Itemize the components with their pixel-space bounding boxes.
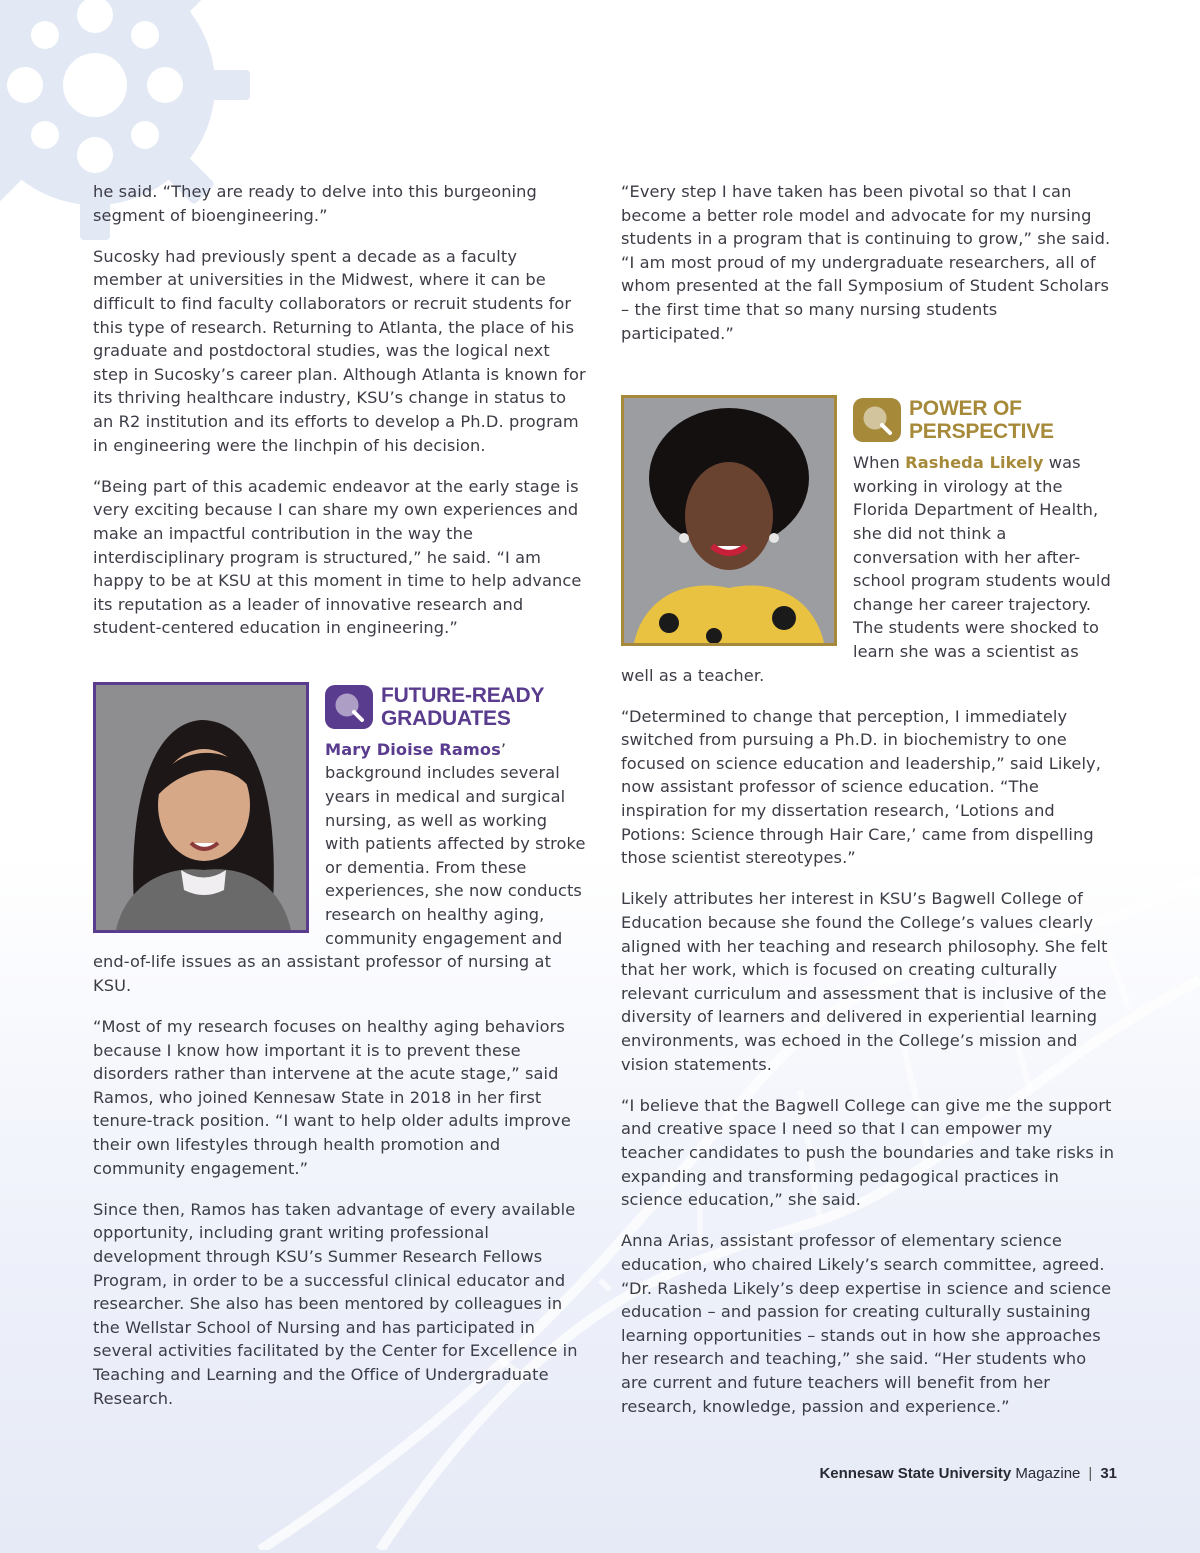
future-ready-heading (325, 684, 587, 730)
right-after-paragraph-1: “Determined to change that perception, I immediately switched from pursuing a Ph.D. in biochemistry to one focused on science education and leadership,” said Likely, now assistant professor of science education. “The inspiration for my dissertation research, ‘Lotions and Potions: Science through Hair Care,’ came from dispelling those scientist stereotypes.” (621, 706, 1101, 868)
ramos-portrait-photo (93, 682, 309, 933)
future-ready-heading-line2: GRADUATES (381, 706, 511, 730)
left-paragraph-1: he said. “They are ready to delve into this burgeoning segment of bioengineering.” (93, 182, 537, 225)
feature-power-of-perspective (621, 395, 1115, 705)
likely-intro-text: was working in virology at the Florida Department of Health, she did not think a conversation with her after-school program students would change her career trajectory. The students were shocked to learn she was a scientist as well as a teacher. (621, 453, 1111, 685)
footer-separator: | (1088, 1465, 1093, 1482)
left-column (93, 180, 587, 1428)
likely-name: Rasheda Likely (905, 453, 1044, 473)
future-ready-badge (325, 685, 373, 729)
likely-portrait-photo (621, 395, 837, 646)
left-paragraph-3: “Being part of this academic endeavor at the early stage is very exciting because I can share my own experiences and make an impactful contribution in the way the interdisciplinary program is structured,” he said. “I am happy to be at KSU at this moment in time to help advance its reputation as a leader of innovative research and student-centered education in engineering.” (93, 476, 582, 638)
ramos-name: Mary Dioise Ramos (325, 739, 501, 759)
left-after-paragraph-1: “Most of my research focuses on healthy aging behaviors because I know how important it is to prevent these disorders rather than intervene at the acute stage,” said Ramos, who joined Kennesaw State in 2018 in her first tenure-track position. “I want to help older adults improve their own lifestyles through health promotion and community engagement.” (93, 1017, 571, 1178)
right-after-paragraph-2: Likely attributes her interest in KSU’s Bagwell College of Education because she found the College’s values clearly aligned with her teaching and research philosophy. She felt that her work, which is focused on creating culturally relevant curriculum and assessment that is inclusive of the diversity of learners and delivered in experiential learning environments, was echoed in the College’s mission and vision statements. (621, 889, 1108, 1074)
future-ready-heading-line1: FUTURE-READY (381, 683, 545, 707)
power-of-perspective-heading-line1: POWER OF (909, 397, 1022, 421)
right-paragraph-1: “Every step I have taken has been pivotal so that I can become a better role model and advocate for my nursing students in a program that is continuing to grow,” she said. “I am most proud of my undergraduate researchers, all of whom presented at the fall Symposium of Student Scholars – the first time that so many nursing students participated.” (621, 182, 1111, 343)
power-of-perspective-badge (853, 398, 901, 442)
page-footer (819, 1465, 1117, 1482)
likely-intro-lead: When (853, 453, 906, 473)
magnifier-icon (861, 404, 893, 436)
power-of-perspective-heading-line2: PERSPECTIVE (909, 420, 1054, 444)
left-paragraph-2: Sucosky had previously spent a decade as a faculty member at universities in the Midwest, where it can be difficult to find faculty collaborators or recruit students for this type of research. Returning to Atlanta, the place of his graduate and postdoctoral studies, was the logical next step in Sucosky’s career plan. Although Atlanta is known for its thriving healthcare industry, KSU’s change in status to an R2 institution and its efforts to develop a Ph.D. program in engineering were the linchpin of his decision. (93, 246, 586, 455)
right-after-paragraph-3: “I believe that the Bagwell College can give me the support and creative space I need so that I can empower my teacher candidates to push the boundaries and take risks in expanding and transforming pedagogical practices in science education,” she said. (621, 1095, 1115, 1210)
ramos-intro-text: ’ background includes several years in medical and surgical nursing, as well as working with patients affected by stroke or dementia. From these experiences, she now conducts research on healthy aging, community engagement and end-of-life issues as an assistant professor of nursing at KSU. (93, 739, 586, 995)
page-number: 31 (1100, 1465, 1117, 1482)
right-column (621, 180, 1115, 1436)
footer-university: Kennesaw State University (819, 1465, 1012, 1482)
power-of-perspective-heading (853, 397, 1115, 443)
right-after-paragraph-4: Anna Arias, assistant professor of elementary science education, who chaired Likely’s search committee, agreed. “Dr. Rasheda Likely’s deep expertise in science and science education – and passion for creating culturally sustaining learning opportunities – stands out in how she approaches her research and teaching,” she said. “Her students who are current and future teachers will benefit from her research, knowledge, passion and experience.” (621, 1231, 1112, 1416)
magnifier-icon (333, 691, 365, 723)
feature-future-ready (93, 682, 587, 1015)
footer-publication: Magazine (1011, 1465, 1081, 1482)
left-after-paragraph-2: Since then, Ramos has taken advantage of every available opportunity, including grant writing professional development through KSU’s Summer Research Fellows Program, in order to be a successful clinical educator and researcher. She also has been mentored by colleagues in the Wellstar School of Nursing and has participated in several activities facilitated by the Center for Excellence in Teaching and Learning and the Office of Undergraduate Research. (93, 1199, 578, 1408)
